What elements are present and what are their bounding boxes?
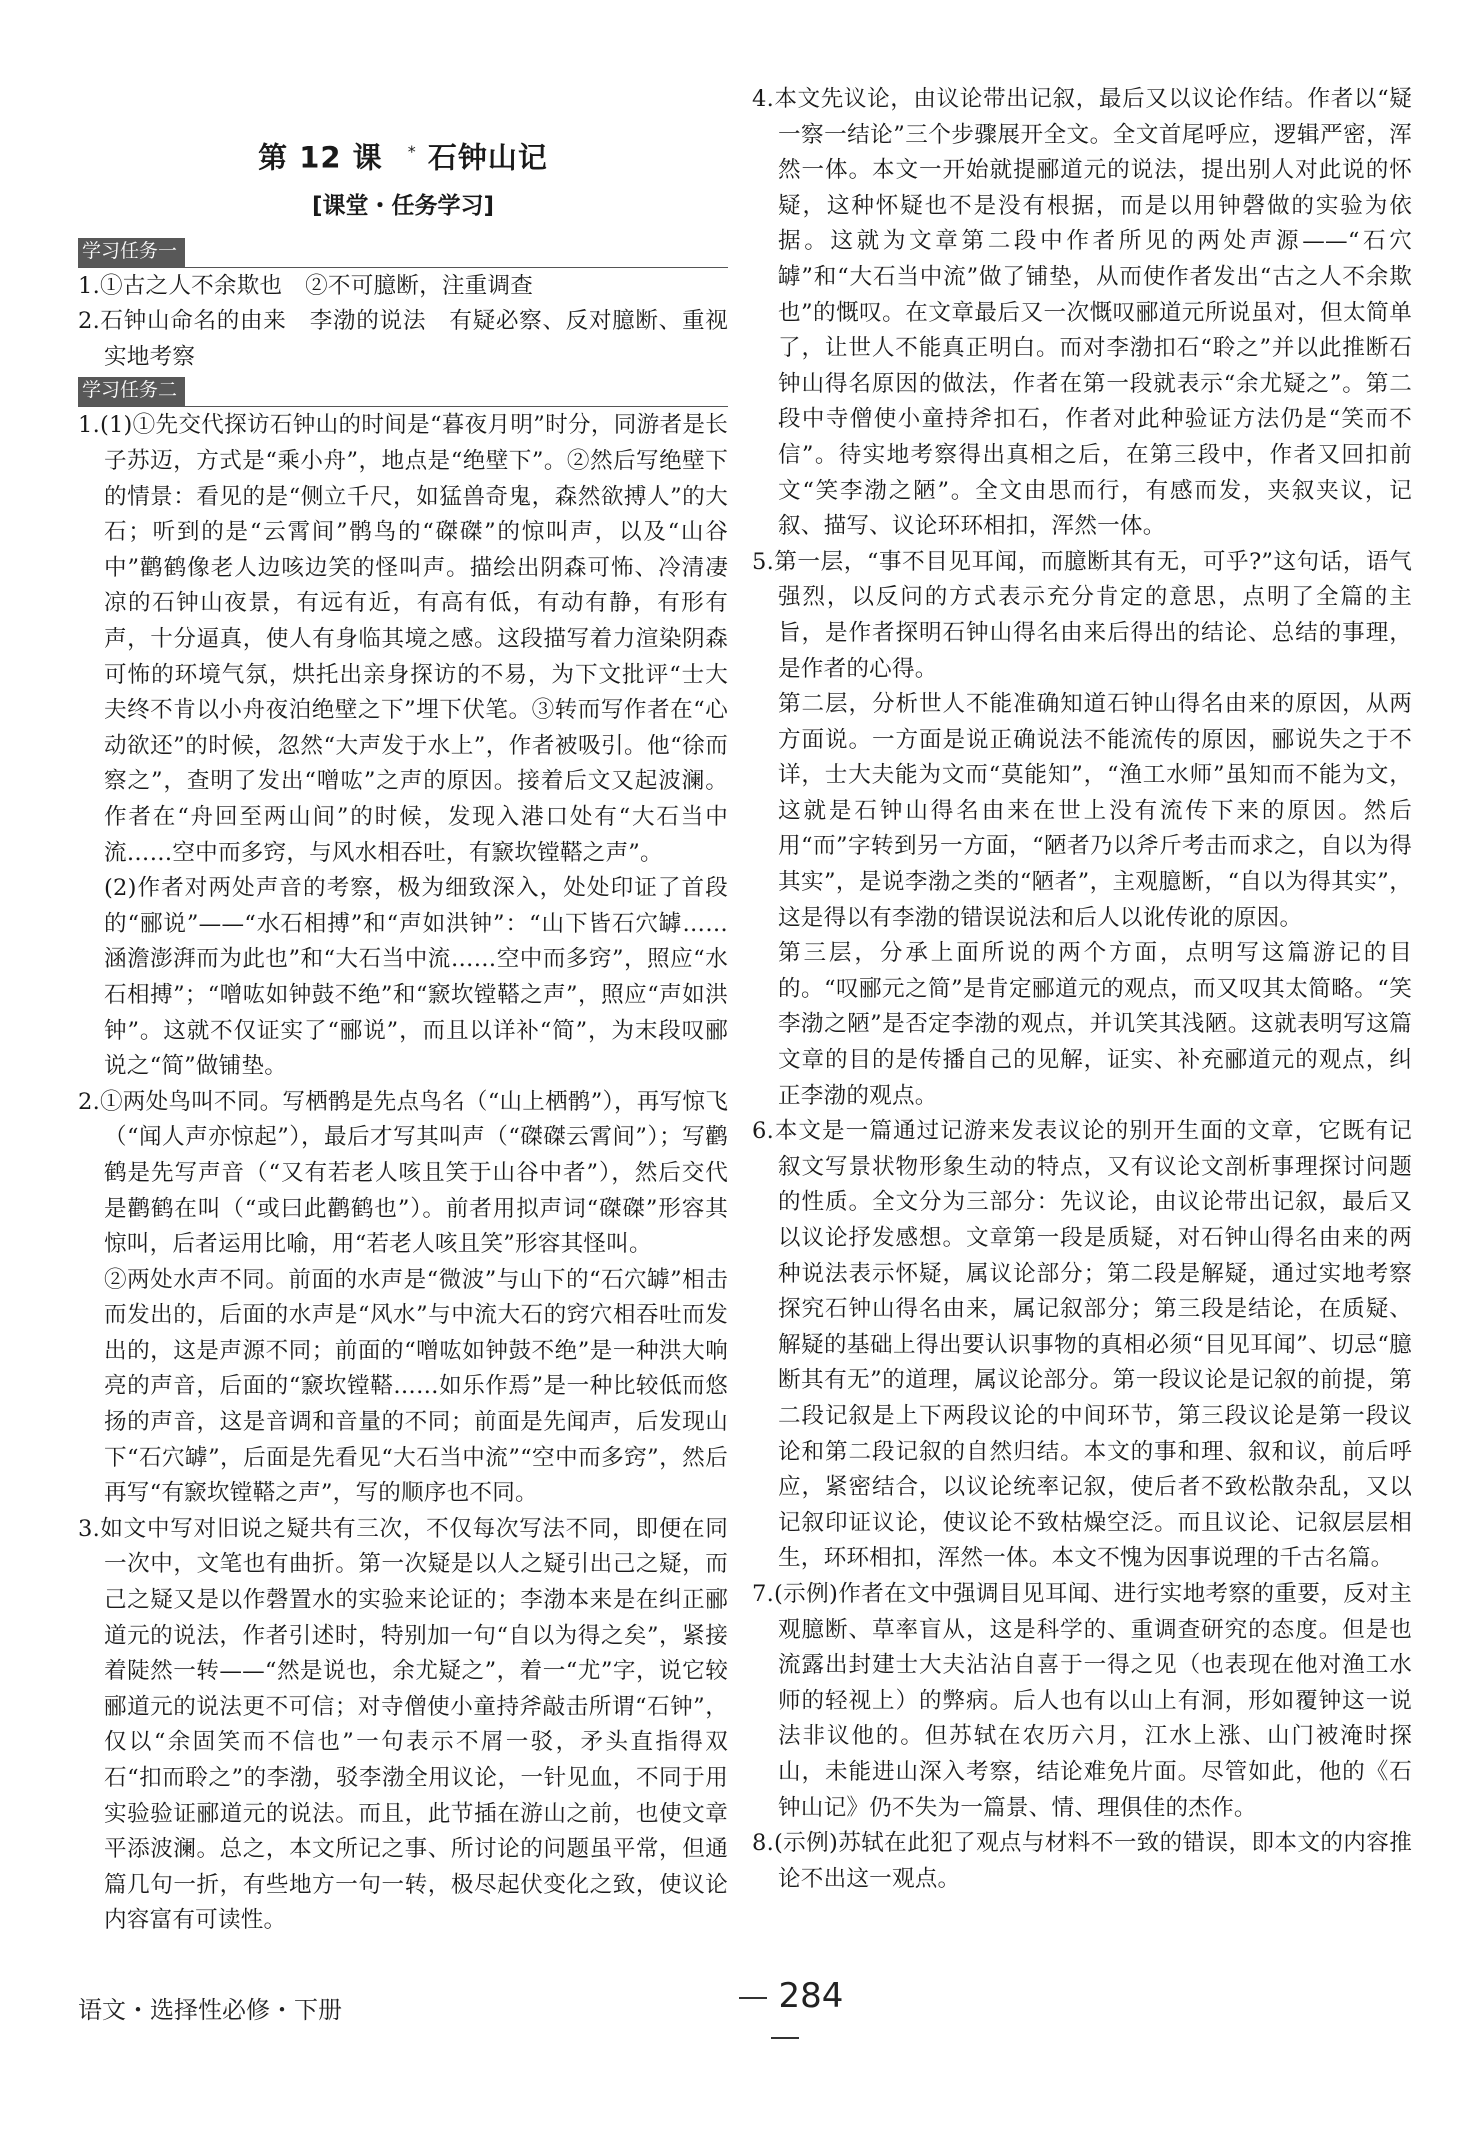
answer-item: 7.(示例)作者在文中强调目见耳闻、进行实地考察的重要，反对主观臆断、草率盲从，这是科学的、重调查研究的态度。但是也流露出封建士大夫沾沾自喜于一得之见（也表现在他对渔工水师的轻视上）的弊病。后人也有以山上有洞，形如覆钟这一说法非议他的。但苏轼在农历六月，江水上涨、山门被淹时探山，未能进山深入考察，结论难免片面。尽管如此，他的《石钟山记》仍不失为一篇景、情、理俱佳的杰作。 — [752, 1580, 1412, 1821]
page-number — [710, 1976, 860, 2056]
answer-item: 2.①两处鸟叫不同。写栖鹘是先点鸟名（“山上栖鹘”），再写惊飞（“闻人声亦惊起”），最后才写其叫声（“磔磔云霄间”）；写鹳鹤是先写声音（“又有若老人咳且笑于山谷中者”），然后交代是鹳鹤在叫（“或曰此鹳鹤也”）。前者用拟声词“磔磔”形容其惊叫，后者运用比喻，用“若老人咳且笑”形容其怪叫。 — [78, 1088, 728, 1258]
task-header — [78, 375, 728, 407]
answer-item: 第二层，分析世人不能准确知道石钟山得名由来的原因，从两方面说。一方面是说正确说法不能流传的原因，郦说失之于不详，士大夫能为文而“莫能知”，“渔工水师”虽知而不能为文，这就是石钟山得名由来在世上没有流传下来的原因。然后用“而”字转到另一方面，“陋者乃以斧斤考击而求之，自以为得其实”，是说李渤之类的“陋者”，主观臆断，“自以为得其实”，这是得以有李渤的错误说法和后人以讹传讹的原因。 — [778, 691, 1412, 931]
lesson-title — [78, 128, 728, 182]
lesson-star: * — [407, 142, 417, 161]
page-number-value: 284 — [778, 1976, 844, 2016]
lesson-number: 第 12 课 — [258, 140, 383, 175]
section-subtitle: [课堂・任务学习] — [311, 192, 495, 219]
page-dash-left — [739, 1997, 767, 1999]
answer-item: (2)作者对两处声音的考察，极为细致深入，处处印证了首段的“郦说”——“水石相搏”和“声如洪钟”：“山下皆石穴罅……涵澹澎湃而为此也”和“大石当中流……空中而多窍”，照应“水石相搏”；“噌吰如钟鼓不绝”和“窾坎镗鞳之声”，照应“声如洪钟”。这就不仅证实了“郦说”，而且以详补“简”，为末段叹郦说之“简”做铺垫。 — [104, 875, 728, 1080]
answer-item: 8.(示例)苏轼在此犯了观点与材料不一致的错误，即本文的内容推论不出这一观点。 — [752, 1830, 1412, 1892]
task-header — [78, 236, 728, 268]
right-column — [752, 82, 1412, 1897]
left-column — [78, 100, 728, 1939]
answer-item: 6.本文是一篇通过记游来发表议论的别开生面的文章，它既有记叙文写景状物形象生动的特点，又有议论文剖析事理探讨问题的性质。全文分为三部分：先议论，由议论带出记叙，最后又以议论抒发感想。文章第一段是质疑，对石钟山得名由来的两种说法表示怀疑，属议论部分；第二段是解疑，通过实地考察探究石钟山得名由来，属记叙部分；第三段是结论，在质疑、解疑的基础上得出要认识事物的真相必须“目见耳闻”、切忌“臆断其有无”的道理，属议论部分。第一段议论是记叙的前提，第二段记叙是上下两段议论的中间环节，第三段议论是第一段议论和第二段记叙的自然归结。本文的事和理、叙和议，前后呼应，紧密结合，以议论统率记叙，使后者不致松散杂乱，又以记叙印证议论，使议论不致枯燥空泛。而且议论、记叙层层相生，环环相扣，浑然一体。本文不愧为因事说理的千古名篇。 — [752, 1118, 1412, 1572]
answer-item: 5.第一层，“事不目见耳闻，而臆断其有无，可乎?”这句话，语气强烈，以反问的方式表示充分肯定的意思，点明了全篇的主旨，是作者探明石钟山得名由来后得出的结论、总结的事理，是作者的心得。 — [752, 548, 1412, 682]
answer-item: 2.石钟山命名的由来 李渤的说法 有疑必察、反对臆断、重视实地考察 — [78, 308, 728, 370]
task-section-2 — [78, 375, 728, 1939]
answer-item: 3.如文中写对旧说之疑共有三次，不仅每次写法不同，即便在同一次中，文笔也有曲折。第一次疑是以人之疑引出己之疑，而己之疑又是以作磬置水的实验来论证的；李渤本来是在纠正郦道元的说法，作者引述时，特别加一句“自以为得之矣”，紧接着陡然一转——“然是说也，余尤疑之”，着一“尤”字，说它较郦道元的说法更不可信；对寺僧使小童持斧敲击所谓“石钟”，仅以“余固笑而不信也”一句表示不屑一驳，矛头直指得双石“扣而聆之”的李渤，驳李渤全用议论，一针见血，不同于用实验验证郦道元的说法。而且，此节插在游山之前，也使文章平添波澜。总之，本文所记之事、所讨论的问题虽平常，但通篇几句一折，有些地方一句一转，极尽起伏变化之致，使议论内容富有可读性。 — [78, 1515, 728, 1934]
answer-item: 1.(1)①先交代探访石钟山的时间是“暮夜月明”时分，同游者是长子苏迈，方式是“乘小舟”，地点是“绝壁下”。②然后写绝壁下的情景：看见的是“侧立千尺，如猛兽奇鬼，森然欲搏人”的大石；听到的是“云霄间”鹘鸟的“磔磔”的惊叫声，以及“山谷中”鹳鹤像老人边咳边笑的怪叫声。描绘出阴森可怖、冷清凄凉的石钟山夜景，有远有近，有高有低，有动有静，有形有声，十分逼真，使人有身临其境之感。这段描写着力渲染阴森可怖的环境气氛，烘托出亲身探访的不易，为下文批评“士大夫终不肯以小舟夜泊绝壁之下”埋下伏笔。③转而写作者在“心动欲还”的时候，忽然“大声发于水上”，作者被吸引。他“徐而察之”，查明了发出“噌吰”之声的原因。接着后文又起波澜。作者在“舟回至两山间”的时候，发现入港口处有“大石当中流……空中而多窍，与风水相吞吐，有窾坎镗鞳之声”。 — [78, 412, 728, 866]
lesson-name: 石钟山记 — [427, 140, 548, 175]
task-label: 学习任务二 — [78, 377, 185, 406]
task-label: 学习任务一 — [78, 238, 185, 267]
answer-item: 1.①古之人不余欺也 ②不可臆断，注重调查 — [78, 272, 534, 299]
answer-item: 第三层，分承上面所说的两个方面，点明写这篇游记的目的。“叹郦元之简”是肯定郦道元的观点，而又叹其太简略。“笑李渤之陋”是否定李渤的观点，并讥笑其浅陋。这就表明写这篇文章的目的是传播自己的见解，证实、补充郦道元的观点，纠正李渤的观点。 — [778, 940, 1412, 1109]
page-dash-right — [771, 2037, 799, 2039]
book-title: 语文・选择性必修・下册 — [78, 1996, 342, 2024]
answer-item: ②两处水声不同。前面的水声是“微波”与山下的“石穴罅”相击而发出的，后面的水声是“风水”与中流大石的窍穴相吞吐而发出的，这是声源不同；前面的“噌吰如钟鼓不绝”是一种洪大响亮的声音，后面的“窾坎镗鞳……如乐作焉”是一种比较低而悠扬的声音，这是音调和音量的不同；前面是先闻声，后发现山下“石穴罅”，后面是先看见“大石当中流”“空中而多窍”，然后再写“有窾坎镗鞳之声”，写的顺序也不同。 — [104, 1266, 728, 1507]
answer-item: 4.本文先议论，由议论带出记叙，最后又以议论作结。作者以“疑一察一结论”三个步骤展开全文。全文首尾呼应，逻辑严密，浑然一体。本文一开始就提郦道元的说法，提出别人对此说的怀疑，这种怀疑也不是没有根据，而是以用钟磬做的实验为依据。这就为文章第二段中作者所见的两处声源——“石穴罅”和“大石当中流”做了铺垫，从而使作者发出“古之人不余欺也”的慨叹。在文章最后又一次慨叹郦道元所说虽对，但太简单了，让世人不能真正明白。而对李渤扣石“聆之”并以此推断石钟山得名原因的做法，作者在第一段就表示“余尤疑之”。第二段中寺僧使小童持斧扣石，作者对此种验证方法仍是“笑而不信”。待实地考察得出真相之后，在第三段中，作者又回扣前文“笑李渤之陋”。全文由思而行，有感而发，夹叙夹议，记叙、描写、议论环环相扣，浑然一体。 — [752, 86, 1412, 540]
task-section-1 — [78, 236, 728, 376]
